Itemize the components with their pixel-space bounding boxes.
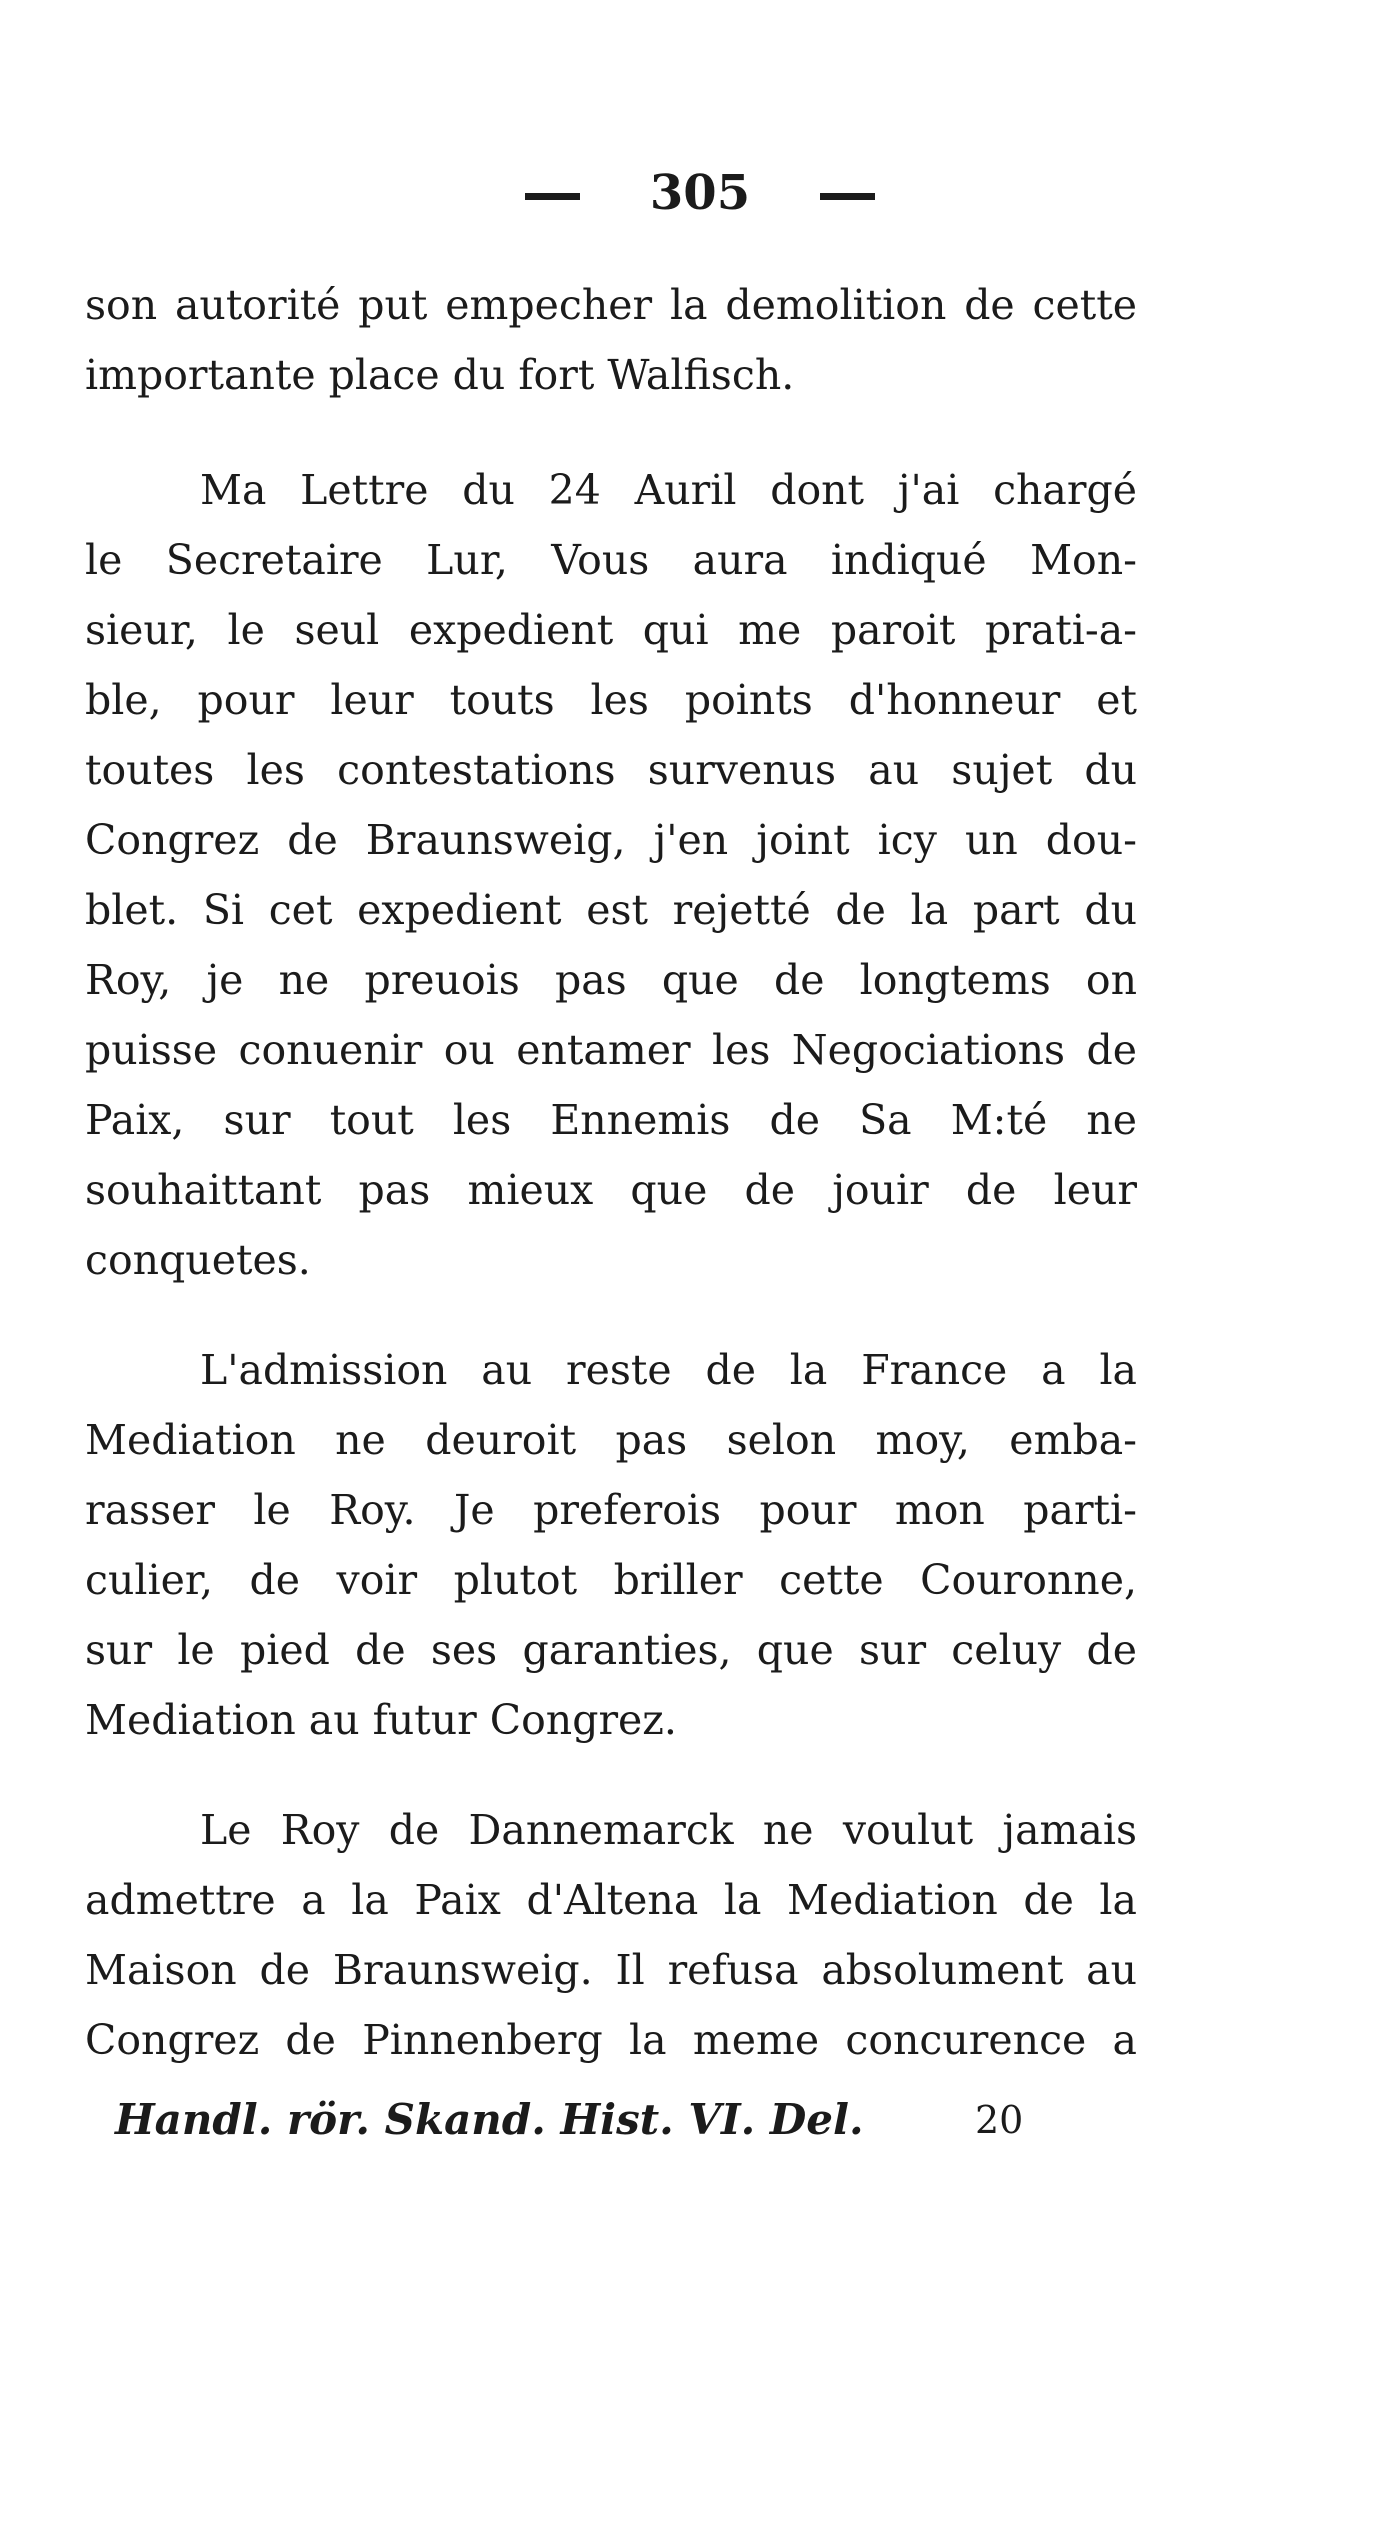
- signature-mark: Handl. rör. Skand. Hist. VI. Del.: [115, 2095, 864, 2144]
- text-line: toutes les contestations survenus au sujet du: [85, 746, 1137, 794]
- text-line: conquetes.: [85, 1236, 311, 1284]
- header-dash-left: [525, 193, 580, 200]
- text-line: Maison de Braunsweig. Il refusa absolument au: [85, 1946, 1137, 1994]
- text-line: Mediation ne deuroit pas selon moy, emba-: [85, 1416, 1137, 1464]
- text-line: Paix, sur tout les Ennemis de Sa M:té ne: [85, 1096, 1137, 1144]
- text-line: rasser le Roy. Je preferois pour mon parti-: [85, 1486, 1137, 1534]
- text-line: souhaittant pas mieux que de jouir de leur: [85, 1166, 1137, 1214]
- text-line: son autorité put empecher la demolition de cette: [85, 281, 1137, 329]
- text-line: Le Roy de Dannemarck ne voulut jamais: [200, 1806, 1137, 1854]
- text-line: Mediation au futur Congrez.: [85, 1696, 677, 1744]
- text-line: le Secretaire Lur, Vous aura indiqué Mon-: [85, 536, 1137, 584]
- text-line: Roy, je ne preuois pas que de longtems on: [85, 956, 1137, 1004]
- text-line: L'admission au reste de la France a la: [200, 1346, 1137, 1394]
- text-line: puisse conuenir ou entamer les Negociations de: [85, 1026, 1137, 1074]
- text-line: Ma Lettre du 24 Auril dont j'ai chargé: [200, 466, 1137, 514]
- text-line: blet. Si cet expedient est rejetté de la part du: [85, 886, 1137, 934]
- text-line: Congrez de Braunsweig, j'en joint icy un dou-: [85, 816, 1137, 864]
- text-line: sieur, le seul expedient qui me paroit prati-a-: [85, 606, 1137, 654]
- text-line: ble, pour leur touts les points d'honneur et: [85, 676, 1137, 724]
- sheet-number: 20: [975, 2098, 1024, 2142]
- text-line: importante place du fort Walfisch.: [85, 351, 795, 399]
- page-number: 305: [649, 165, 751, 221]
- page-footer: [115, 2085, 1115, 2155]
- text-line: Congrez de Pinnenberg la meme concurence a: [85, 2016, 1137, 2064]
- text-line: sur le pied de ses garanties, que sur celuy de: [85, 1626, 1137, 1674]
- text-line: culier, de voir plutot briller cette Couronne,: [85, 1556, 1137, 1604]
- text-line: admettre a la Paix d'Altena la Mediation de la: [85, 1876, 1137, 1924]
- header-dash-right: [820, 193, 875, 200]
- page-header: [0, 165, 1400, 221]
